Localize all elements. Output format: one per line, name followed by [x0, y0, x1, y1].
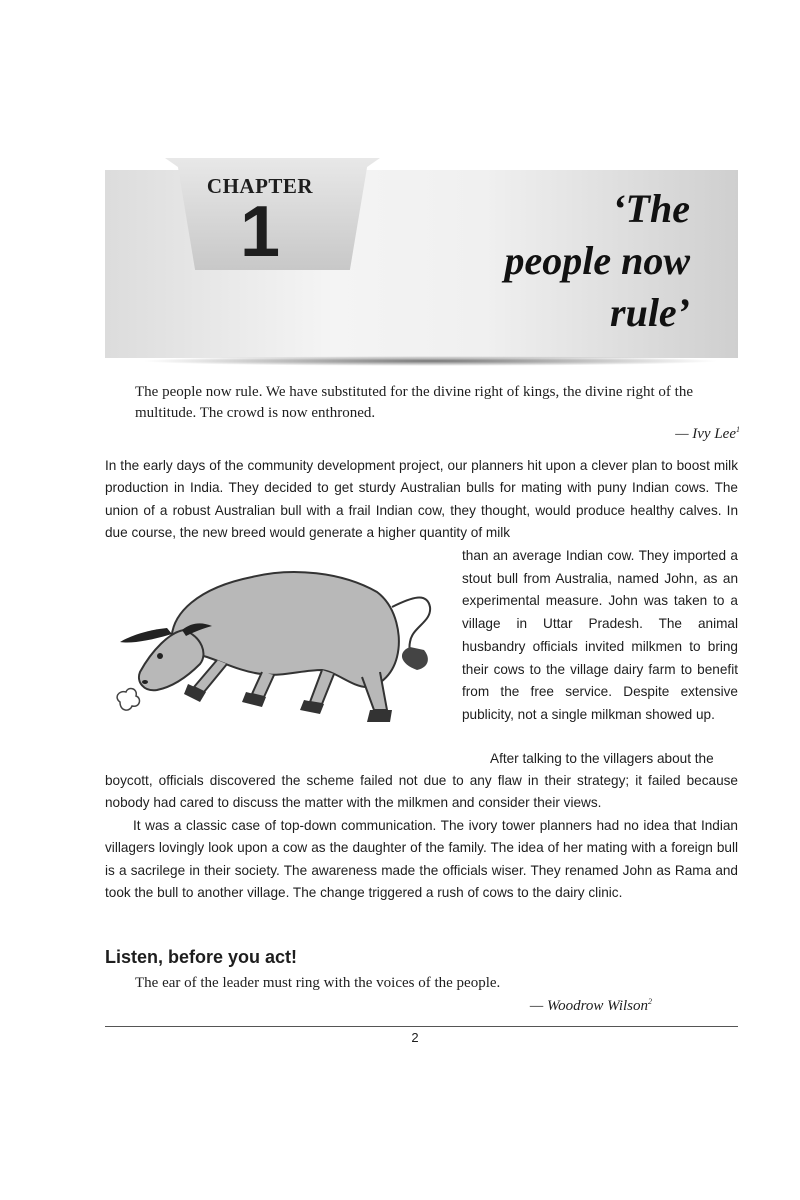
bull-illustration — [112, 552, 452, 742]
footnote-marker: 2 — [648, 997, 652, 1006]
banner-shadow — [140, 356, 720, 366]
body-paragraph-1: In the early days of the community development project, our planners hit upon a clever plan to boost milk production in India. They decided to get sturdy Australian bulls for mating with puny Indian cows. The union of a robust Australian bull with a frail Indian cow, they thought, would produce healthy calves. In due course, the new breed would generate a higher quantity of milk — [105, 458, 738, 540]
chapter-title-line: people now — [504, 238, 690, 283]
epigraph-attribution — [675, 425, 740, 443]
body-paragraph-2: boycott, officials discovered the scheme failed not due to any flaw in their strategy; it failed because nobody had cared to discuss the matter with the milkmen and consider their views. — [105, 773, 738, 811]
section-attribution-text: — Woodrow Wilson — [529, 998, 648, 1014]
section-heading: Listen, before you act! — [105, 947, 298, 967]
body-paragraph-2-start: After talking to the villagers about the — [490, 751, 714, 766]
epigraph-attribution-text: — Ivy Lee — [675, 426, 736, 442]
body-paragraph-1-wrap: than an average Indian cow. They imported a stout bull from Australia, named John, as an experimental measure. John was taken to a village in Uttar Pradesh. The animal husbandry officials invited milkmen to bring their cows to the village dairy farm to benefit from the free service. Despite extensive publicity, not a single milkman showed up. — [462, 548, 738, 722]
chapter-title-line: rule’ — [610, 290, 690, 335]
chapter-title — [420, 183, 690, 339]
section-quote: The ear of the leader must ring with the voices of the people. — [135, 975, 501, 991]
footer-rule — [105, 1026, 738, 1027]
page-number: 2 — [411, 1030, 419, 1045]
body-paragraph-3: It was a classic case of top-down communication. The ivory tower planners had no idea that Indian villagers lovingly look upon a cow as the daughter of the family. The idea of her mating with a foreign bull is a sacrilege in their society. The awareness made the officials wiser. They renamed John as Rama and took the bull to another village. The change triggered a rush of cows to the dairy clinic. — [105, 818, 738, 900]
chapter-label: CHAPTER — [206, 174, 314, 198]
footnote-marker: 1 — [736, 425, 740, 434]
epigraph-quote: The people now rule. We have substituted for the divine right of kings, the divine right of the multitude. The crowd is now enthroned. — [135, 384, 693, 421]
chapter-number: 1 — [239, 192, 281, 272]
section-attribution — [530, 997, 652, 1015]
chapter-title-line: ‘The — [612, 186, 690, 231]
